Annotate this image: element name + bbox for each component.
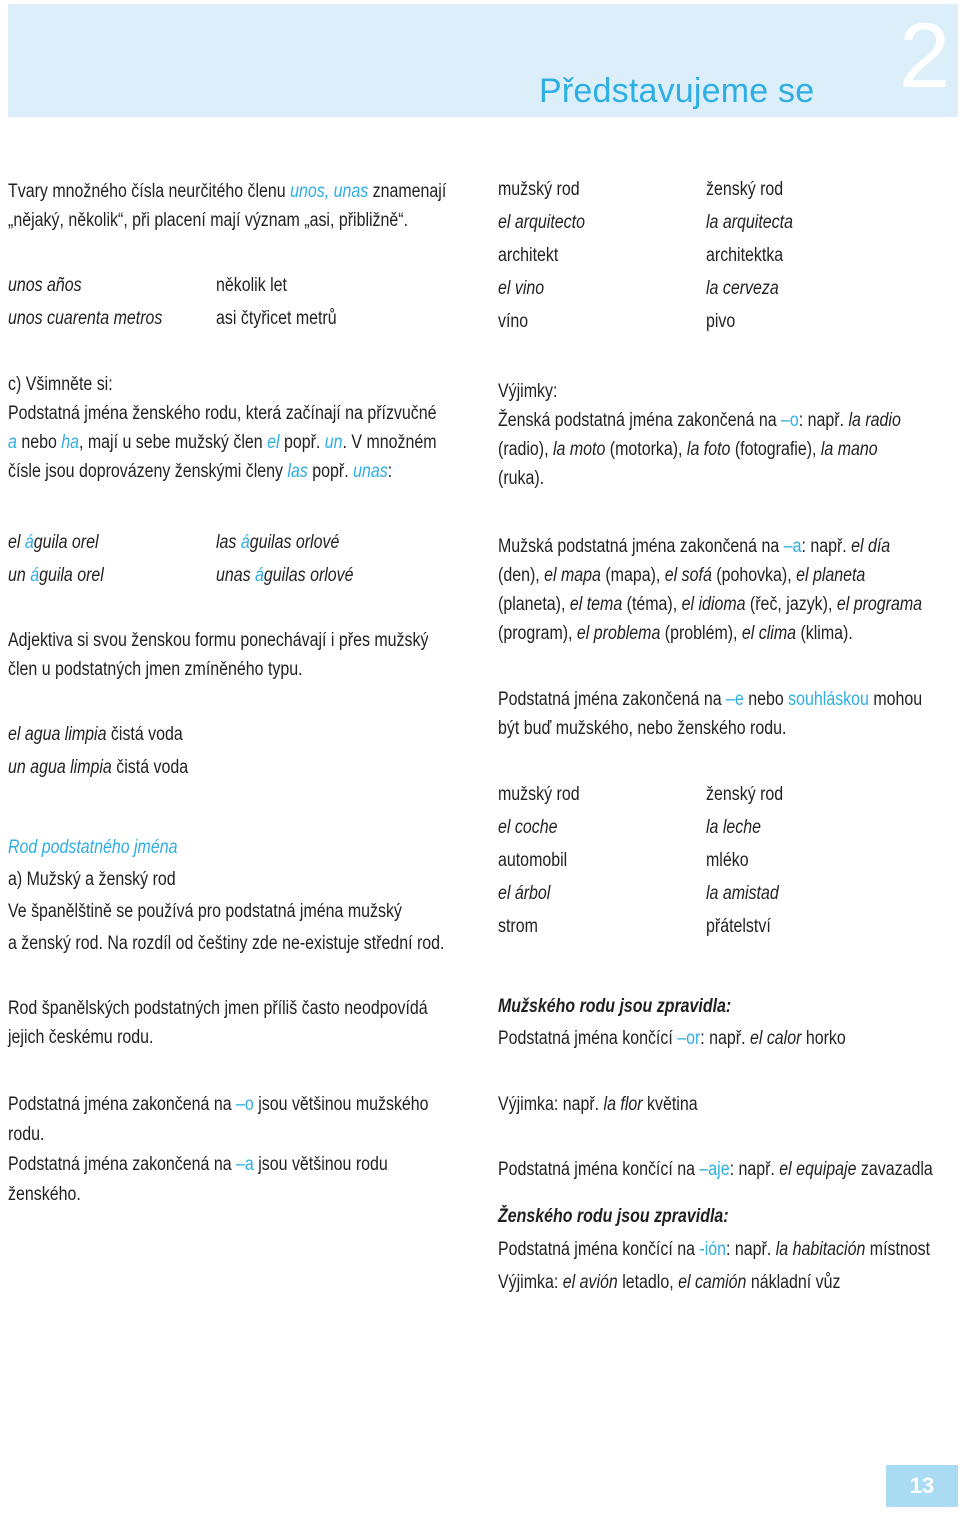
text-line (8, 865, 176, 894)
text-run: horko (801, 1028, 846, 1049)
example-cz: několik let (216, 275, 287, 296)
text-run: a ženský rod. Na rozdíl od češtiny zde ne-existuje střední rod. (8, 933, 445, 954)
text-run: ženského. (8, 1184, 81, 1205)
text-line (8, 1090, 429, 1119)
highlight-text: –aje (699, 1159, 730, 1180)
text-run: (program), (498, 623, 577, 644)
highlight-text: las (287, 461, 308, 482)
text-run: c) Všimněte si: (8, 374, 113, 395)
text-line (8, 1150, 388, 1179)
table-cell (706, 208, 793, 237)
table-cell (706, 912, 771, 941)
text-line (498, 1024, 846, 1053)
table-cell (706, 846, 749, 875)
text-line (8, 720, 183, 749)
text-line (498, 1090, 698, 1119)
text-run: (fotografie), (730, 439, 821, 460)
text-line (8, 428, 437, 457)
emphasis-text: la arquitecta (706, 212, 793, 233)
text-run: rodu. (8, 1124, 45, 1145)
emphasis-text: la foto (686, 439, 731, 460)
text-run: (problém), (660, 623, 742, 644)
text-line (8, 206, 408, 235)
emphasis-text: el clima (741, 623, 797, 644)
text-line (8, 929, 444, 958)
text-line (8, 457, 392, 486)
text-run: víno (498, 311, 529, 332)
text-line (8, 1120, 44, 1149)
text-line (8, 994, 428, 1023)
highlight-text: el (267, 432, 280, 453)
text-run: přátelství (706, 916, 771, 937)
page-number: 13 (886, 1465, 958, 1507)
text-line (498, 464, 544, 493)
text-line (498, 992, 731, 1021)
aguila-singular (8, 561, 104, 590)
emphasis-text: la moto (552, 439, 606, 460)
text-line (498, 1155, 933, 1184)
text-line (498, 714, 786, 743)
table-cell (706, 879, 779, 908)
text-run: ženský rod (706, 784, 784, 805)
text-run: automobil (498, 850, 568, 871)
text-run: (téma), (622, 594, 682, 615)
text-run: Výjimka: např. (498, 1094, 604, 1115)
text-run: , mají u sebe mužský člen (79, 432, 268, 453)
text-run: Podstatná jména zakončená na (498, 689, 727, 710)
emphasis-text: el sofá (664, 565, 712, 586)
emphasis-text: el mapa (544, 565, 601, 586)
text-run: (planeta), (498, 594, 570, 615)
emphasis-text: el arquitecto (498, 212, 585, 233)
text-run: (mapa), (600, 565, 665, 586)
text-run: a) Mužský a ženský rod (8, 869, 176, 890)
highlight-text: –a (236, 1154, 254, 1175)
text-line (8, 897, 402, 926)
text-run: architektka (706, 245, 784, 266)
emphasis-text: el equipaje (779, 1159, 857, 1180)
text-run: popř. (279, 432, 325, 453)
text-line (498, 377, 557, 406)
text-run: mléko (706, 850, 749, 871)
text-run: : např. (798, 410, 849, 431)
highlight-text: á (30, 565, 40, 586)
text-run: Adjektiva si svou ženskou formu ponechávají i přes mužský (8, 630, 429, 651)
emphasis-text: las (216, 532, 241, 553)
text-line (8, 370, 113, 399)
emphasis-text: la flor (603, 1094, 643, 1115)
table-header-cell (706, 780, 783, 809)
highlight-text: unas (353, 461, 388, 482)
text-run: pivo (706, 311, 736, 332)
text-run: mohou (868, 689, 923, 710)
highlight-text: –a (783, 536, 802, 557)
emphasis-text: la amistad (706, 883, 779, 904)
highlight-text: á (24, 532, 34, 553)
highlight-text: –or (677, 1028, 701, 1049)
highlight-text: unos, unas (290, 181, 369, 202)
emphasis-text: la mano (820, 439, 878, 460)
highlight-text: –o (236, 1094, 254, 1115)
text-line (498, 532, 890, 561)
highlight-text: un (324, 432, 343, 453)
example-cz: asi čtyřicet metrů (216, 308, 337, 329)
table-cell (706, 241, 783, 270)
text-line (498, 561, 865, 590)
text-line (498, 406, 901, 435)
text-run: (radio), (498, 439, 553, 460)
emphasis-text: la radio (848, 410, 901, 431)
text-line (498, 1202, 729, 1231)
text-run: mužský rod (498, 784, 580, 805)
text-run: Ženská podstatná jména zakončená na (498, 410, 782, 431)
highlight-text: Mužského rodu jsou zpravidla: (498, 996, 732, 1017)
text-run: . V množném (342, 432, 437, 453)
text-run: jsou většinou rodu (253, 1154, 388, 1175)
emphasis-text: guilas orlové (249, 532, 340, 553)
emphasis-text: el camión (678, 1272, 747, 1293)
chapter-number: 2 (898, 5, 950, 107)
text-line (498, 1235, 930, 1264)
emphasis-text: el planeta (796, 565, 866, 586)
text-run: architekt (498, 245, 559, 266)
table-cell (498, 879, 550, 908)
emphasis-text: la habitación (775, 1239, 866, 1260)
highlight-text: Ženského rodu jsou zpravidla: (498, 1206, 729, 1227)
text-line (8, 1023, 153, 1052)
text-run: ženský rod (706, 179, 784, 200)
text-line (498, 685, 922, 714)
text-run: (motorka), (605, 439, 687, 460)
emphasis-text: guila orel (33, 532, 99, 553)
text-line (8, 1180, 81, 1209)
highlight-text: a (8, 432, 17, 453)
text-run: strom (498, 916, 538, 937)
text-run: : např. (801, 536, 852, 557)
table-header-cell (706, 175, 783, 204)
text-run: jsou většinou mužského (253, 1094, 429, 1115)
chapter-header (8, 4, 958, 117)
text-run: (ruka). (498, 468, 545, 489)
text-run: (den), (498, 565, 545, 586)
table-cell (498, 274, 544, 303)
text-run: Ve španělštině se používá pro podstatná jména mužský (8, 901, 402, 922)
text-run: místnost (865, 1239, 931, 1260)
table-cell (498, 846, 567, 875)
text-run: letadlo, (617, 1272, 679, 1293)
text-run: člen u podstatných jmen zmíněného typu. (8, 659, 303, 680)
text-run: : např. (700, 1028, 750, 1049)
table-cell (498, 307, 528, 336)
emphasis-text: el idioma (681, 594, 746, 615)
text-run: být buď mužského, nebo ženského rodu. (498, 718, 787, 739)
highlight-text: souhláskou (788, 689, 869, 710)
example-es: unos cuarenta metros (8, 308, 163, 329)
emphasis-text: el día (851, 536, 891, 557)
emphasis-text: el (8, 532, 25, 553)
emphasis-text: unas (216, 565, 256, 586)
text-run: mužský rod (498, 179, 580, 200)
text-line (498, 590, 922, 619)
text-run: čísle jsou doprovázeny ženskými členy (8, 461, 288, 482)
text-line (8, 833, 177, 862)
text-line (8, 177, 446, 206)
emphasis-text: un agua limpia (8, 757, 112, 778)
text-line (8, 655, 303, 684)
text-run: Podstatná jména končící na (498, 1239, 700, 1260)
table-cell (498, 241, 558, 270)
text-run: (klima). (796, 623, 853, 644)
text-line (8, 399, 437, 428)
aguila-singular (8, 528, 99, 557)
highlight-text: –o (781, 410, 799, 431)
text-run: nákladní vůz (746, 1272, 841, 1293)
table-cell (498, 208, 585, 237)
table-header-cell (498, 175, 580, 204)
emphasis-text: el calor (749, 1028, 802, 1049)
text-run: čistá voda (111, 757, 189, 778)
text-run: (řeč, jazyk), (745, 594, 837, 615)
emphasis-text: un (8, 565, 31, 586)
text-run: Podstatná jména končící na (498, 1159, 700, 1180)
emphasis-text: el vino (498, 278, 545, 299)
text-run: Podstatná jména zakončená na (8, 1154, 237, 1175)
emphasis-text: la cerveza (706, 278, 779, 299)
emphasis-text: el árbol (498, 883, 551, 904)
highlight-text: -ión (699, 1239, 727, 1260)
text-run: Podstatná jména končící (498, 1028, 678, 1049)
emphasis-text: el coche (498, 817, 558, 838)
emphasis-text: el agua limpia (8, 724, 107, 745)
text-run: Podstatná jména ženského rodu, která začínají na přízvučné (8, 403, 437, 424)
highlight-text: á (255, 565, 264, 586)
text-run: nebo (16, 432, 62, 453)
emphasis-text: el programa (836, 594, 923, 615)
highlight-text: Rod podstatného jména (8, 837, 178, 858)
text-run: popř. (307, 461, 354, 482)
emphasis-text: el tema (569, 594, 623, 615)
text-run: Tvary množného čísla neurčitého členu (8, 181, 291, 202)
highlight-text: ha (61, 432, 80, 453)
emphasis-text: guila orel (39, 565, 104, 586)
text-run: „nějaký, několik“, při placení mají význam „asi, přibližně“. (8, 210, 409, 231)
table-header-cell (498, 780, 580, 809)
text-run: nebo (743, 689, 789, 710)
text-line (8, 753, 188, 782)
highlight-text: –e (726, 689, 744, 710)
chapter-title: Představujeme se (539, 72, 815, 110)
table-cell (706, 813, 761, 842)
text-run: (pohovka), (711, 565, 797, 586)
emphasis-text: el problema (576, 623, 661, 644)
emphasis-text: el avión (562, 1272, 618, 1293)
text-run: znamenají (368, 181, 447, 202)
table-cell (706, 274, 779, 303)
highlight-text: á (240, 532, 250, 553)
aguila-plural (216, 561, 354, 590)
text-run: zavazadla (856, 1159, 933, 1180)
text-line (498, 435, 878, 464)
text-run: Výjimka: (498, 1272, 563, 1293)
text-run: : např. (726, 1239, 776, 1260)
text-run: Výjimky: (498, 381, 558, 402)
table-cell (706, 307, 735, 336)
text-run: Mužská podstatná jména zakončená na (498, 536, 784, 557)
aguila-plural (216, 528, 339, 557)
text-line (498, 619, 853, 648)
emphasis-text: la leche (706, 817, 762, 838)
text-line (8, 626, 428, 655)
emphasis-text: guilas orlové (263, 565, 354, 586)
table-cell (498, 912, 538, 941)
text-run: čistá voda (106, 724, 183, 745)
text-run: květina (642, 1094, 698, 1115)
text-run: : (387, 461, 393, 482)
text-run: Rod španělských podstatných jmen příliš často neodpovídá (8, 998, 428, 1019)
table-cell (498, 813, 557, 842)
text-run: : např. (729, 1159, 780, 1180)
text-line (498, 1268, 840, 1297)
text-run: jejich českému rodu. (8, 1027, 154, 1048)
example-es: unos años (8, 275, 82, 296)
text-run: Podstatná jména zakončená na (8, 1094, 237, 1115)
